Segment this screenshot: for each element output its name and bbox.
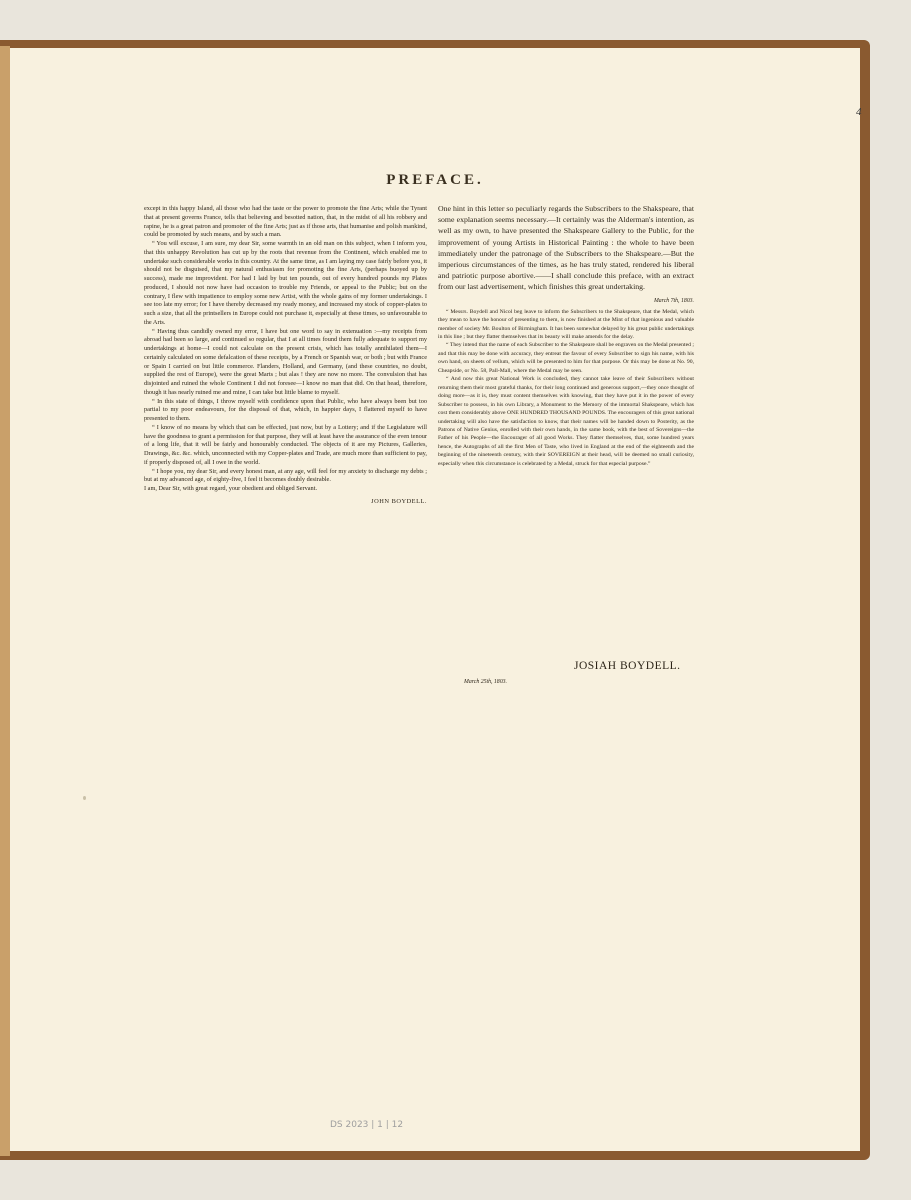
right-column (438, 203, 694, 468)
paragraph: “ They intend that the name of each Subscriber to the Shakspeare shall be engraven on the Medal presented ; and that this may be done with accuracy, they entreat the favour of every Subscriber to sign his name, with his own hand, on sheets of vellum, which will be presented to him for that purpose. Or this may be done at No. 90, Cheapside, or No. 58, Pall-Mall, where the Medal may be seen. (438, 342, 694, 374)
paragraph: “ In this state of things, I throw myself with confidence upon that Public, who have always been but too partial to my poor endeavours, for the disposal of that, which, in happier days, I flattered myself to have presented to them. (144, 397, 427, 422)
left-column (144, 205, 427, 507)
advertisement-date: March 7th, 1803. (653, 297, 694, 304)
paragraph: “ And now this great National Work is concluded, they cannot take leave of their Subscribers without returning them their most grateful thanks, for their long continued and generous support,—they once thought of doing more—as it is, they must content themselves with knowing, that they have put it in the power of every Subscriber to possess, in his own Library, a Monument to the Memory of the immortal Shakspeare, which has cost them considerably above ONE HUNDRED THOUSAND POUNDS. The encouragers of this great national undertaking will also have the satisfaction to know, that their names will be handed down to Posterity, as the Patrons of Native Genius, enrolled with their own hands, in the same book, with the best of Sovereigns—the Father of his People—the Encourager of all good Works. They flatter themselves, that, some hundred years hence, the Autographs of all the first Men of Taste, who lived in England at the end of the eighteenth and the beginning of the nineteenth century, with their SOVEREIGN at their head, will be deemed no small curiosity, especially when this circumstance is celebrated by a Medal, struck for that especial purpose.” (438, 376, 694, 467)
intro-paragraph: One hint in this letter so peculiarly regards the Subscribers to the Shakspeare, that some explanation seems necessary.—It certainly was the Alderman's intention, as well as my own, to have presented the Shakspeare Gallery to the Public, for the improvement of young Artists in Historical Painting : the whole to have been immediately under the patronage of the Subscribers to the Shakspeare.—But the imperious circumstances of the times, as he has truly stated, rendered his liberal and patriotic purpose abortive.——I shall conclude this preface, with an extract from our last advertisement, which finishes this great undertaking. (438, 204, 694, 292)
josiah-boydell-signature: JOSIAH BOYDELL. (574, 660, 681, 672)
paragraph: “ Having thus candidly owned my error, I have but one word to say in extenuation :—my receipts from abroad had been so large, and continued so regular, that I at all times found them fully adequate to support my undertakings at home—I could not calculate on the present crisis, which has totally annihilated them—I certainly calculated on some defalcation of these receipts, by a French or Spanish war, or both ; but with France or Spain I carried on but little commerce. Flanders, Holland, and Germany, (and these countries, no doubt, supplied the rest of Europe), were the great Marts ; but alas ! they are now no more. The convulsion that has disjointed and ruined the whole Continent I did not foresee—I know no man that did. On that head, therefore, though it has nearly ruined me and mine, I can take but little blame to myself. (144, 327, 427, 396)
paper-spot (83, 796, 86, 800)
john-boydell-signature: JOHN BOYDELL. (371, 497, 427, 505)
book-page (10, 48, 860, 1151)
signature-date: March 25th, 1803. (464, 679, 507, 685)
paragraph: “ I hope you, my dear Sir, and every honest man, at any age, will feel for my anxiety to discharge my debts ; but at my advanced age, of eighty-five, I feel it becomes doubly desirable. (144, 467, 427, 484)
paragraph: “ Messrs. Boydell and Nicol beg leave to inform the Subscribers to the Shakspeare, that the Medal, which they mean to have the honour of presenting to them, is now finished at the Mint of that ingenious and valuable member of society Mr. Boulton of Birmingham. It has been somewhat delayed by his great public undertakings in this line ; but they flatter themselves that its beauty will make amends for the delay. (438, 308, 694, 340)
paragraph: “ You will excuse, I am sure, my dear Sir, some warmth in an old man on this subject, when I inform you, that this unhappy Revolution has cut up by the roots that revenue from the Continent, which enabled me to undertake such considerable works in this country. At the same time, as I am laying my case fairly before you, it should not be disguised, that my natural enthusiasm for promoting the fine Arts, (perhaps buoyed up by success), made me improvident. For had I laid by but ten pounds, out of every hundred pounds my Plates produced, I should not now have had occasion to trouble my Friends, or appeal to the Public; but on the contrary, I flew with impatience to employ some new Artist, with the whole gains of my former undertakings. I see too late my error; for I have thereby decreased my ready money, and increased my stock of copper-plates to such a size, that all the printsellers in Europe could not purchase it, especially at these times, so unfavourable to the Arts. (144, 240, 427, 326)
page-title: PREFACE. (386, 172, 484, 188)
shelfmark-stamp: DS 2023 | 1 | 12 (330, 1120, 404, 1130)
paragraph: “ I know of no means by which that can be effected, just now, but by a Lottery; and if the Legislature will have the goodness to grant a permission for that purpose, they will at least have the assurance of the even tenour of a long life, that it will be fairly and honourably conducted. The objects of it are my Pictures, Galleries, Drawings, &c. &c. which, unconnected with my Copper-plates and Trade, are much more than sufficient to pay, if properly disposed of, all I owe in the world. (144, 423, 427, 466)
folio-number: 4 (856, 106, 862, 118)
book-gutter (0, 46, 10, 1156)
letter-closing: I am, Dear Sir, with great regard, your obedient and obliged Servant. (144, 485, 318, 492)
paragraph: except in this happy Island, all those who had the taste or the power to promote the fine Arts; while the Tyrant that at present governs France, tells that believing and besotted nation, that, in the midst of all his robbery and rapine, he is a great patron and promoter of the fine Arts; just as if those arts, that humanise and polish mankind, could be promoted by such means, and by such a man. (144, 205, 427, 239)
